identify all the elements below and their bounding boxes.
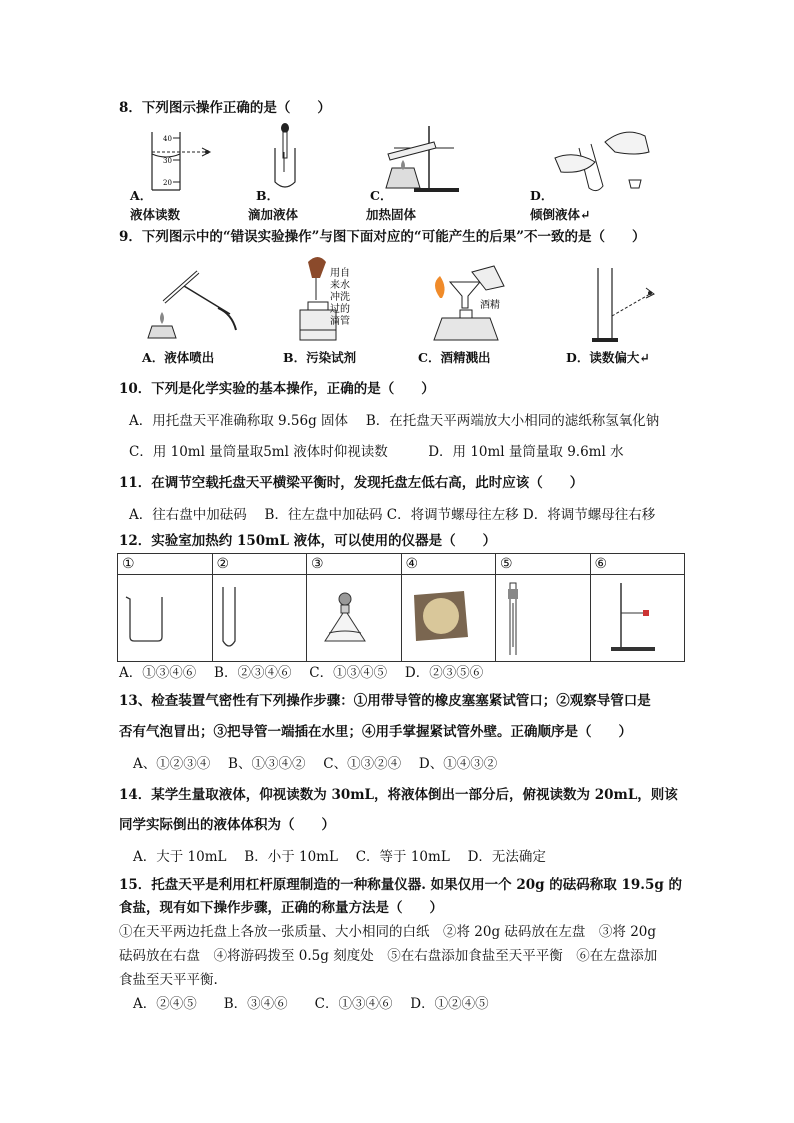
q9-caption-d: D．读数偏大↵ bbox=[566, 350, 650, 365]
header-6: ⑥ bbox=[590, 554, 685, 575]
q8-option-b-caption: 滴加液体 bbox=[248, 207, 299, 222]
test-tube-holder-icon bbox=[496, 575, 586, 655]
beaker-icon bbox=[118, 575, 208, 655]
heating-test-tube-figure bbox=[140, 258, 250, 342]
svg-text:20: 20 bbox=[163, 179, 172, 187]
svg-text:用自: 用自 bbox=[330, 268, 350, 279]
apparatus-table bbox=[117, 553, 685, 662]
q8-option-c-letter: C． bbox=[370, 188, 393, 203]
svg-text:30: 30 bbox=[163, 157, 172, 165]
heating-solid-figure bbox=[374, 122, 464, 194]
q12-stem: 12．实验室加热约 150mL 液体，可以使用的仪器是（ ） bbox=[119, 533, 497, 549]
gauze-cell bbox=[401, 575, 496, 662]
iron-stand-cell bbox=[590, 575, 685, 662]
q11-stem: 11．在调节空载托盘天平横梁平衡时，发现托盘左低右高，此时应该（ ） bbox=[119, 475, 584, 491]
q9-stem: 9．下列图示中的“错误实验操作”与图下面对应的“可能产生的后果”不一致的是（ ） bbox=[119, 229, 646, 245]
alcohol-lamp-icon bbox=[307, 575, 397, 655]
q10-options-line1: A．用托盘天平准确称取 9.56g 固体 B．在托盘天平两端放大小相同的滤纸称氢氧化钠 bbox=[129, 413, 660, 429]
svg-text:来水: 来水 bbox=[330, 280, 350, 291]
svg-text:酒精: 酒精 bbox=[480, 300, 500, 311]
tube-holder-cell bbox=[496, 575, 591, 662]
svg-text:40: 40 bbox=[163, 135, 172, 143]
header-3: ③ bbox=[307, 554, 402, 575]
test-tube-cell bbox=[212, 575, 307, 662]
q13-options: A、①②③④ B、①③④② C、①③②④ D、①④③② bbox=[133, 756, 498, 772]
q8-option-d-caption: 倾倒液体↵ bbox=[530, 207, 591, 222]
asbestos-gauze-icon bbox=[402, 575, 492, 655]
q12-options: A．①③④⑥ B．②③④⑥ C．①③④⑤ D．②③⑤⑥ bbox=[119, 665, 484, 681]
q8-option-a-letter: A． bbox=[130, 188, 153, 203]
reading-cylinder-figure bbox=[590, 264, 670, 346]
svg-text:过的: 过的 bbox=[330, 304, 350, 315]
header-4: ④ bbox=[401, 554, 496, 575]
q14-options: A．大于 10mL B．小于 10mL C．等于 10mL D．无法确定 bbox=[133, 849, 546, 865]
q10-options-line2: C．用 10ml 量筒量取5ml 液体时仰视读数 D．用 10ml 量筒量取 9.6ml 水 bbox=[129, 444, 624, 460]
q15-line5: 食盐至天平平衡. bbox=[119, 972, 218, 988]
q8-stem: 8．下列图示操作正确的是（ ） bbox=[119, 100, 331, 116]
header-1: ① bbox=[118, 554, 213, 575]
q13-line1: 13、检查装置气密性有下列操作步骤：①用带导管的橡皮塞塞紧试管口；②观察导管口是 bbox=[119, 693, 651, 709]
q10-stem: 10．下列是化学实验的基本操作，正确的是（ ） bbox=[119, 381, 435, 397]
alcohol-lamp-funnel-figure bbox=[420, 262, 530, 344]
pouring-liquid-figure bbox=[545, 122, 655, 198]
q11-options: A．往右盘中加砝码 B．往左盘中加砝码 C．将调节螺母往左移 D．将调节螺母往右移 bbox=[129, 507, 656, 523]
q15-line1: 15．托盘天平是利用杠杆原理制造的一种称量仪器. 如果仅用一个 20g 的砝码称取 19.5g 的 bbox=[119, 877, 683, 893]
q14-line2: 同学实际倒出的液体体积为（ ） bbox=[119, 817, 335, 833]
q15-options: A．②④⑤ B．③④⑥ C．①③④⑥ D．①②④⑤ bbox=[133, 996, 489, 1012]
beaker-cell bbox=[118, 575, 213, 662]
q14-line1: 14．某学生量取液体，仰视读数为 30mL，将液体倒出一部分后，俯视读数为 20mL，则该 bbox=[119, 787, 678, 803]
q8-option-b-letter: B． bbox=[256, 188, 280, 203]
header-2: ② bbox=[212, 554, 307, 575]
dropper-test-tube-figure bbox=[265, 122, 305, 190]
dropper-bottle-figure bbox=[290, 252, 400, 344]
svg-text:冲洗: 冲洗 bbox=[330, 292, 350, 303]
q8-option-a-caption: 液体读数 bbox=[130, 207, 181, 222]
q15-line3: ①在天平两边托盘上各放一张质量、大小相同的白纸 ②将 20g 砝码放在左盘 ③将 20g bbox=[119, 924, 657, 940]
q9-caption-b: B．污染试剂 bbox=[283, 350, 357, 365]
q8-option-d-letter: D． bbox=[530, 188, 554, 203]
q13-line2: 否有气泡冒出；③把导管一端插在水里；④用手掌握紧试管外壁。正确顺序是（ ） bbox=[119, 724, 632, 740]
q15-line4: 砝码放在右盘 ④将游码拨至 0.5g 刻度处 ⑤在右盘添加食盐至天平平衡 ⑥在左盘添加 bbox=[119, 948, 658, 964]
q15-line2: 食盐，现有如下操作步骤，正确的称量方法是（ ） bbox=[119, 900, 443, 916]
test-tube-icon bbox=[213, 575, 303, 655]
q9-caption-a: A．液体喷出 bbox=[142, 350, 215, 365]
svg-text:滴管: 滴管 bbox=[330, 316, 350, 327]
header-5: ⑤ bbox=[496, 554, 591, 575]
iron-stand-icon bbox=[591, 575, 681, 655]
q9-caption-c: C．酒精溅出 bbox=[418, 350, 491, 365]
alcohol-lamp-cell bbox=[307, 575, 402, 662]
q8-option-c-caption: 加热固体 bbox=[366, 207, 417, 222]
